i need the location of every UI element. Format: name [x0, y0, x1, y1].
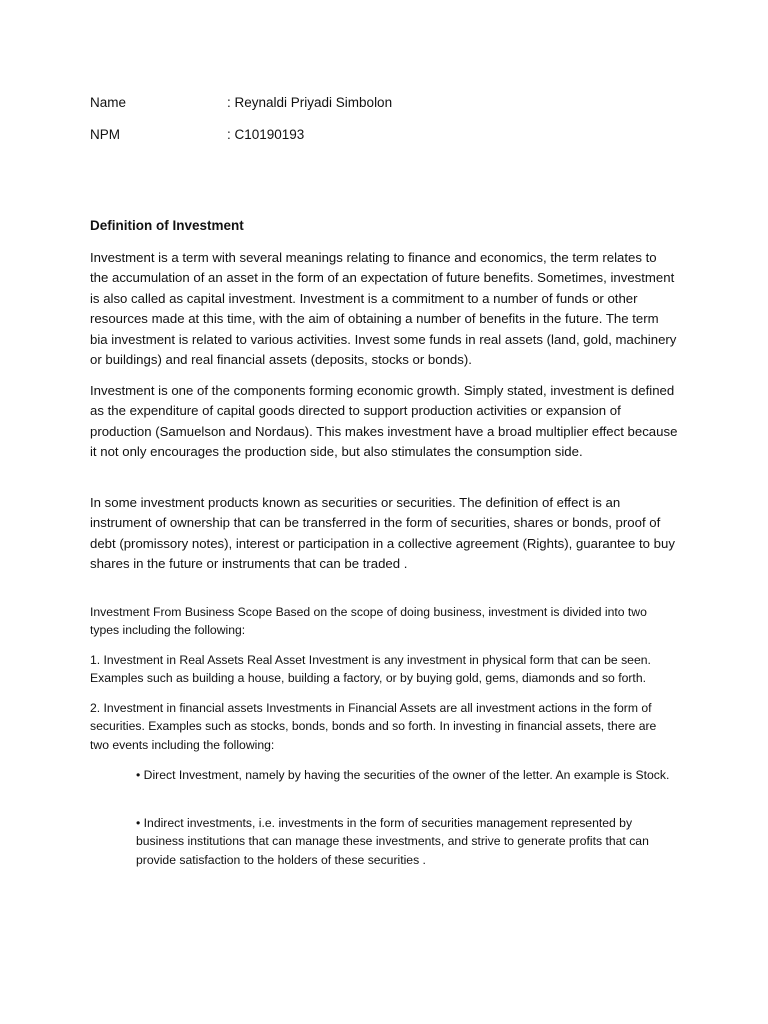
list-item-financial-assets: 2. Investment in financial assets Investments in Financial Assets are all investment actions in the form of securities. Examples such as stocks, bonds, bonds and so forth. In investing in financial assets, there are two events including the following: [90, 701, 657, 752]
bullet-indirect-investment: • Indirect investments, i.e. investments in the form of securities management represented by business institutions that can manage these investments, and strive to generate profits that can provide satisfaction to the holders of these securities . [136, 816, 649, 867]
list-item-real-assets: 1. Investment in Real Assets Real Asset Investment is any investment in physical form that can be seen. Examples such as building a house, building a factory, or by buying gold, gems, diamonds and so forth. [90, 653, 651, 686]
name-label: Name [90, 95, 127, 110]
section-heading: Definition of Investment [90, 218, 244, 233]
paragraph-securities: In some investment products known as securities or securities. The definition of effect is an instrument of ownership that can be transferred in the form of securities, shares or bonds, proof of debt (promissory notes), interest or participation in a collective agreement (Rights), guarantee to buy shares in the future or instruments that can be traded . [90, 495, 675, 572]
npm-value: : C10190193 [227, 127, 305, 142]
name-value: : Reynaldi Priyadi Simbolon [227, 95, 393, 110]
paragraph-economic-growth: Investment is one of the components forming economic growth. Simply stated, investment is defined as the expenditure of capital goods directed to support production activities or expansion of production (Samuelson and Nordaus). This makes investment have a broad multiplier effect because it not only encourages the production side, but also stimulates the consumption side. [90, 383, 678, 460]
bullet-direct-investment: • Direct Investment, namely by having the securities of the owner of the letter. An example is Stock. [136, 768, 670, 782]
paragraph-definition: Investment is a term with several meanings relating to finance and economics, the term relates to the accumulation of an asset in the form of an expectation of future benefits. Sometimes, investment is also called as capital investment. Investment is a commitment to a number of funds or other resources made at this time, with the aim of obtaining a number of benefits in the future. The term bia investment is related to various activities. Invest some funds in real assets (land, gold, machinery or buildings) and real financial assets (deposits, stocks or bonds). [90, 250, 677, 368]
paragraph-business-scope: Investment From Business Scope Based on the scope of doing business, investment is divided into two types including the following: [90, 605, 647, 638]
npm-label: NPM [90, 127, 120, 142]
